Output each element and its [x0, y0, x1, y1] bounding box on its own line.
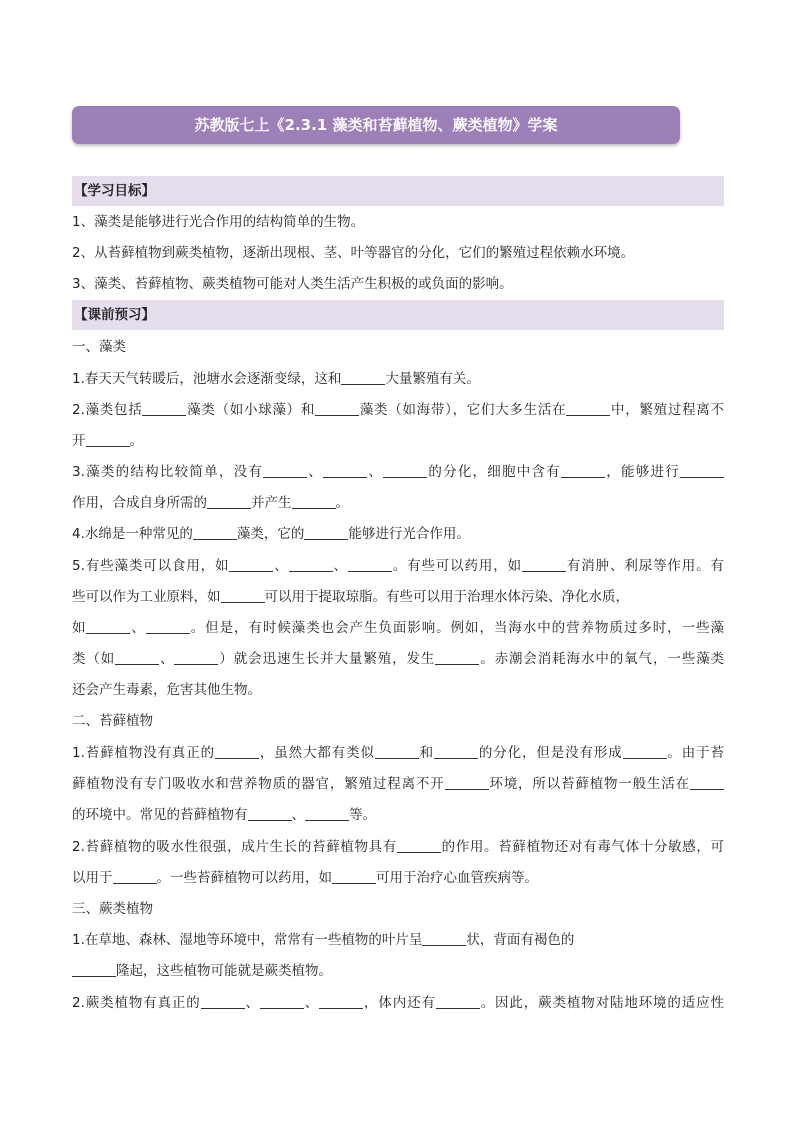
answer-blank[interactable] — [566, 401, 610, 416]
answer-blank[interactable] — [561, 463, 605, 478]
answer-blank[interactable] — [215, 744, 259, 759]
heading-algae: 一、藻类 — [72, 339, 126, 355]
answer-blank[interactable] — [292, 494, 336, 509]
answer-blank[interactable] — [341, 370, 385, 385]
question-line: 开 。 — [72, 433, 143, 449]
question-line: 1.在草地、森林、湿地等环境中，常常有一些植物的叶片呈 状，背面有褐色的 — [72, 932, 575, 948]
question-line: 类（如 、 ）就会迅速生长并大量繁殖，发生 。赤潮会消耗海水中的氧气，一些藻类 — [72, 651, 725, 667]
answer-blank[interactable] — [115, 650, 159, 665]
question-line: 2.苔藓植物的吸水性很强，成片生长的苔藓植物具有 的作用。苔藓植物还对有毒气体十分敏感，可 — [72, 839, 724, 855]
question-line: 5.有些藻类可以食用，如 、 、 。有些可以药用，如 有消肿、利尿等作用。有 — [72, 558, 725, 574]
question-line: 4.水绵是一种常见的 藻类，它的 能够进行光合作用。 — [72, 526, 470, 542]
answer-blank[interactable] — [248, 806, 292, 821]
question-line: 1.苔藓植物没有真正的 ，虽然大都有类似 和 的分化，但是没有形成 。由于苔 — [72, 745, 725, 761]
heading-moss: 二、苔藓植物 — [72, 713, 153, 729]
answer-blank[interactable] — [142, 401, 186, 416]
answer-blank[interactable] — [207, 494, 251, 509]
answer-blank[interactable] — [319, 994, 363, 1009]
goal-item: 1、藻类是能够进行光合作用的结构简单的生物。 — [72, 214, 365, 230]
question-line: 如 、 。但是，有时候藻类也会产生负面影响。例如，当海水中的营养物质过多时，一些藻 — [72, 620, 724, 636]
question-line: 1.春天天气转暖后，池塘水会逐渐变绿，这和 大量繁殖有关。 — [72, 371, 480, 387]
answer-blank[interactable] — [86, 432, 130, 447]
section-label: 【学习目标】 — [74, 183, 155, 199]
answer-blank[interactable] — [623, 744, 667, 759]
question-line: 以用于 。一些苔藓植物可以药用，如 可用于治疗心血管疾病等。 — [72, 870, 538, 886]
question-line: 些可以作为工业原料，如 可以用于提取琼脂。有些可以用于治理水体污染、净化水质， — [72, 589, 629, 605]
answer-blank[interactable] — [315, 401, 359, 416]
answer-blank[interactable] — [375, 744, 419, 759]
answer-blank[interactable] — [201, 994, 245, 1009]
section-header-preview — [72, 300, 724, 330]
answer-blank[interactable] — [332, 869, 376, 884]
answer-blank[interactable] — [434, 744, 478, 759]
answer-blank[interactable] — [86, 619, 130, 634]
answer-blank[interactable] — [260, 994, 304, 1009]
answer-blank[interactable] — [229, 557, 273, 572]
question-line: 2.蕨类植物有真正的 、 、 ，体内还有 。因此，蕨类植物对陆地环境的适应性 — [72, 995, 725, 1011]
question-line: 的环境中。常见的苔藓植物有 、 等。 — [72, 807, 376, 823]
question-line: 2.藻类包括 藻类（如小球藻）和 藻类（如海带），它们大多生活在 中，繁殖过程离不 — [72, 402, 725, 418]
goal-item: 3、藻类、苔藓植物、蕨类植物可能对人类生活产生积极的或负面的影响。 — [72, 276, 513, 292]
section-header-goals — [72, 176, 724, 206]
answer-blank[interactable] — [174, 650, 218, 665]
goal-item: 2、从苔藓植物到蕨类植物，逐渐出现根、茎、叶等器官的分化，它们的繁殖过程依赖水环境。 — [72, 245, 635, 261]
question-line: 还会产生毒素，危害其他生物。 — [72, 682, 261, 698]
answer-blank[interactable] — [72, 962, 116, 977]
answer-blank[interactable] — [522, 557, 566, 572]
answer-blank[interactable] — [422, 931, 466, 946]
page-title: 苏教版七上《2.3.1 藻类和苔藓植物、蕨类植物》学案 — [194, 116, 558, 134]
question-line: 3.藻类的结构比较简单，没有 、 、 的分化，细胞中含有 ，能够进行 — [72, 462, 724, 482]
answer-blank[interactable] — [397, 838, 441, 853]
question-line: 藓植物没有专门吸收水和营养物质的器官，繁殖过程离不开 环境，所以苔藓植物一般生活在 — [72, 774, 724, 794]
section-label: 【课前预习】 — [74, 307, 155, 323]
answer-blank[interactable] — [436, 994, 480, 1009]
answer-blank[interactable] — [435, 650, 479, 665]
answer-blank[interactable] — [113, 869, 157, 884]
question-line: 隆起，这些植物可能就是蕨类植物。 — [72, 961, 724, 981]
answer-blank[interactable] — [323, 463, 367, 478]
heading-fern: 三、蕨类植物 — [72, 901, 153, 917]
answer-blank[interactable] — [445, 775, 489, 790]
answer-blank[interactable] — [289, 557, 333, 572]
answer-blank[interactable] — [383, 463, 427, 478]
answer-blank[interactable] — [690, 775, 724, 790]
answer-blank[interactable] — [304, 525, 348, 540]
answer-blank[interactable] — [193, 525, 237, 540]
answer-blank[interactable] — [348, 557, 392, 572]
answer-blank[interactable] — [305, 806, 349, 821]
answer-blank[interactable] — [146, 619, 190, 634]
answer-blank[interactable] — [221, 588, 265, 603]
answer-blank[interactable] — [680, 463, 724, 478]
answer-blank[interactable] — [263, 463, 307, 478]
title-banner — [72, 106, 680, 144]
question-line: 作用，合成自身所需的 并产生 。 — [72, 495, 349, 511]
